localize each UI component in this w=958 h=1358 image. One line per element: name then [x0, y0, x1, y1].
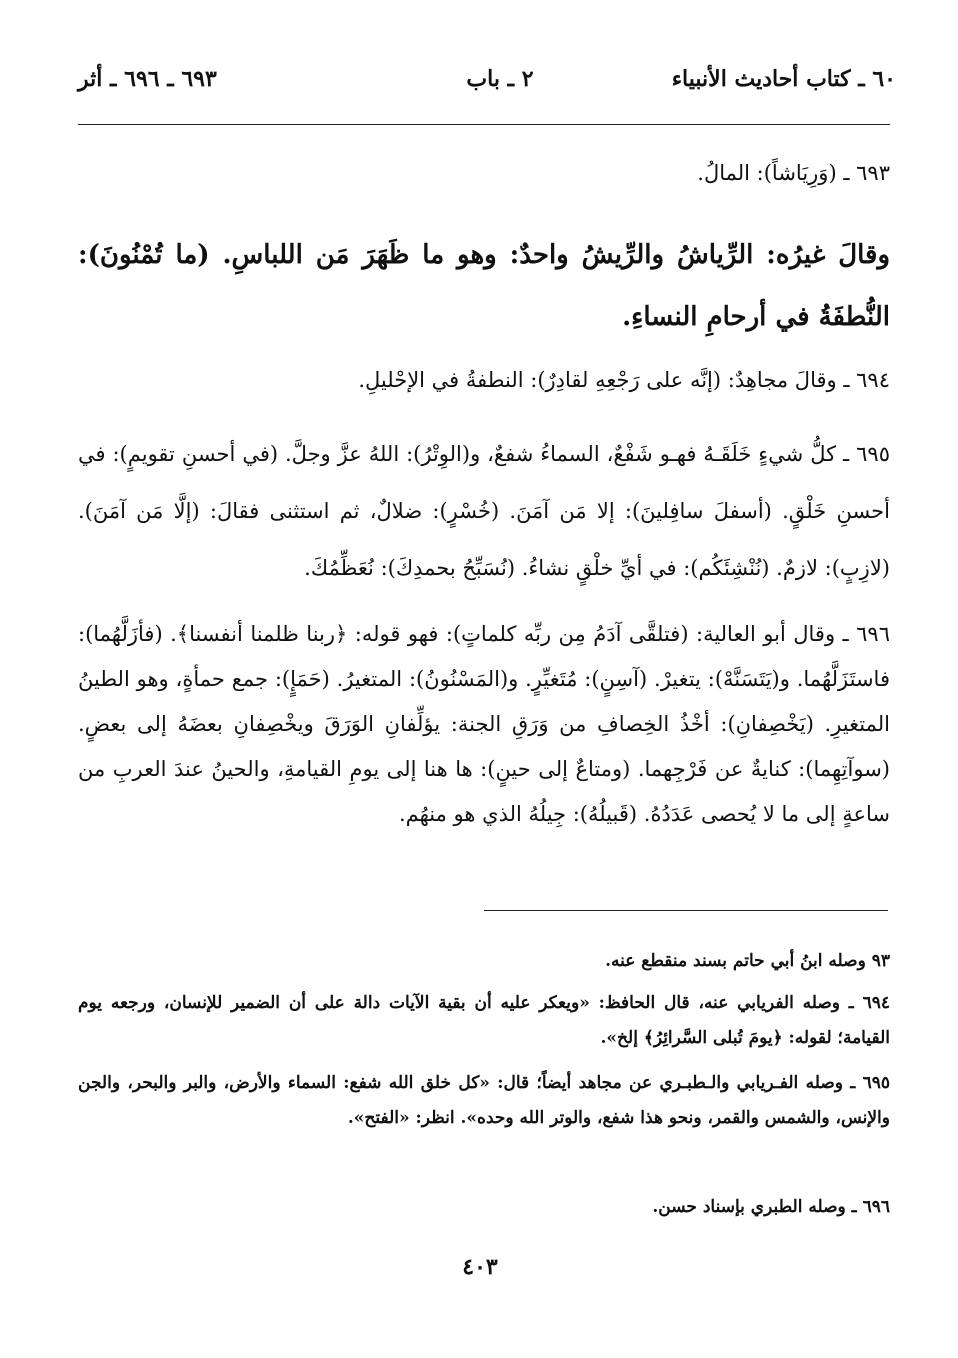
- footnote-93: ٩٣ وصله ابنُ أبي حاتم بسند منقطع عنه.: [605, 951, 890, 971]
- entry-694: ٦٩٤ ـ وقالَ مجاهِدٌ: (إنَّه على رَجْعِهِ لقادِرٌ): النطفةُ في الإحْليلِ.: [358, 368, 890, 392]
- header-rule: [78, 124, 890, 125]
- entry-693-gloss: وقالَ غيرُه: الرِّياشُ والرِّيشُ واحدٌ: وهو ما ظَهَرَ مَن اللباسِ. (ما تُمْنُونَ): النُّطفَةُ في أرحامِ النساءِ.: [78, 240, 890, 332]
- footnote-separator: [484, 910, 888, 911]
- page-number: ٤٠٣: [462, 1254, 498, 1280]
- entry-696: ٦٩٦ ـ وقال أبو العالية: (فتلقَّى آدَمُ مِن ربِّه كلماتٍ): فهو قوله: ﴿ربنا ظلمنا أنفسنا﴾. (فأزَلَّهُما): فاستَزَلَّهُما. و(يَتَسَنَّهْ): يتغيرْ. (آسِنٍ): مُتَغيِّرٍ. و(المَسْنُونُ): المتغيرُ. (حَمَإٍ): جمع حمأةٍ، وهو الطينُ المتغيرِ. (يَخْصِفانِ): أخْذُ الخِصافِ من وَرَقِ الجنة: يؤلِّفانِ الوَرَقَ ويخْصِفانِ بعضَهُ إلى بعضٍ. (سوآتِهِما): كنايةٌ عن فَرْجِهما. (ومتاعٌ إلى حينٍ): ها هنا إلى يومِ القيامةِ، والحينُ عندَ العربِ من ساعةٍ إلى ما لا يُحصى عَدَدُهُ. (قَبيلُهُ): جِيلُهُ الذي هو منهُم.: [78, 622, 890, 826]
- entry-693: ٦٩٣ ـ (وَرِيَاشاً): المالُ.: [697, 161, 890, 185]
- footnote-694: ٦٩٤ ـ وصله الفريابي عنه، قال الحافظ: «ويعكر عليه أن بقية الآيات دالة على أن الضمير للإنسان، ورجعه يوم القيامة؛ لقوله: ﴿يومَ تُبلى السَّرائِرُ﴾ إلخ».: [78, 993, 890, 1048]
- running-header-section: ٢ ـ باب: [466, 66, 534, 92]
- running-header-range: ٦٩٣ ـ ٦٩٦ ـ أثر: [78, 66, 217, 92]
- entry-695: ٦٩٥ ـ كلُّ شيءٍ خَلَقَـهُ فهـو شَفْعٌ، السماءُ شفعٌ، و(الوِتْرُ): اللهُ عزَّ وجلَّ. (في أحسنِ تقويمٍ): في أحسنِ خَلْقٍ. (أسفلَ سافِلينَ): إلا مَن آمَنَ. (خُسْرٍ): ضلالٌ، ثم استثنى فقالَ: (إلَّا مَن آمَنَ). (لازِبٍ): لازمٌ. (نُنْشِئَكُم): في أيِّ خلْقٍ نشاءُ. (نُسَبِّحُ بحمدِكَ): نُعَظِّمُكَ.: [78, 442, 890, 580]
- running-header-chapter: ٦٠ ـ كتاب أحاديث الأنبياء: [671, 66, 896, 92]
- footnote-695: ٦٩٥ ـ وصله الفـريابي والـطبـري عن مجاهد أيضاً؛ قال: «كل خلق الله شفع: السماء والأرض، والبر والبحر، والجن والإنس، والشمس والقمر، ونحو هذا شفع، والوتر الله وحده». انظر: «الفتح».: [78, 1073, 890, 1128]
- footnote-696: ٦٩٦ ـ وصله الطبري بإسناد حسن.: [652, 1197, 890, 1217]
